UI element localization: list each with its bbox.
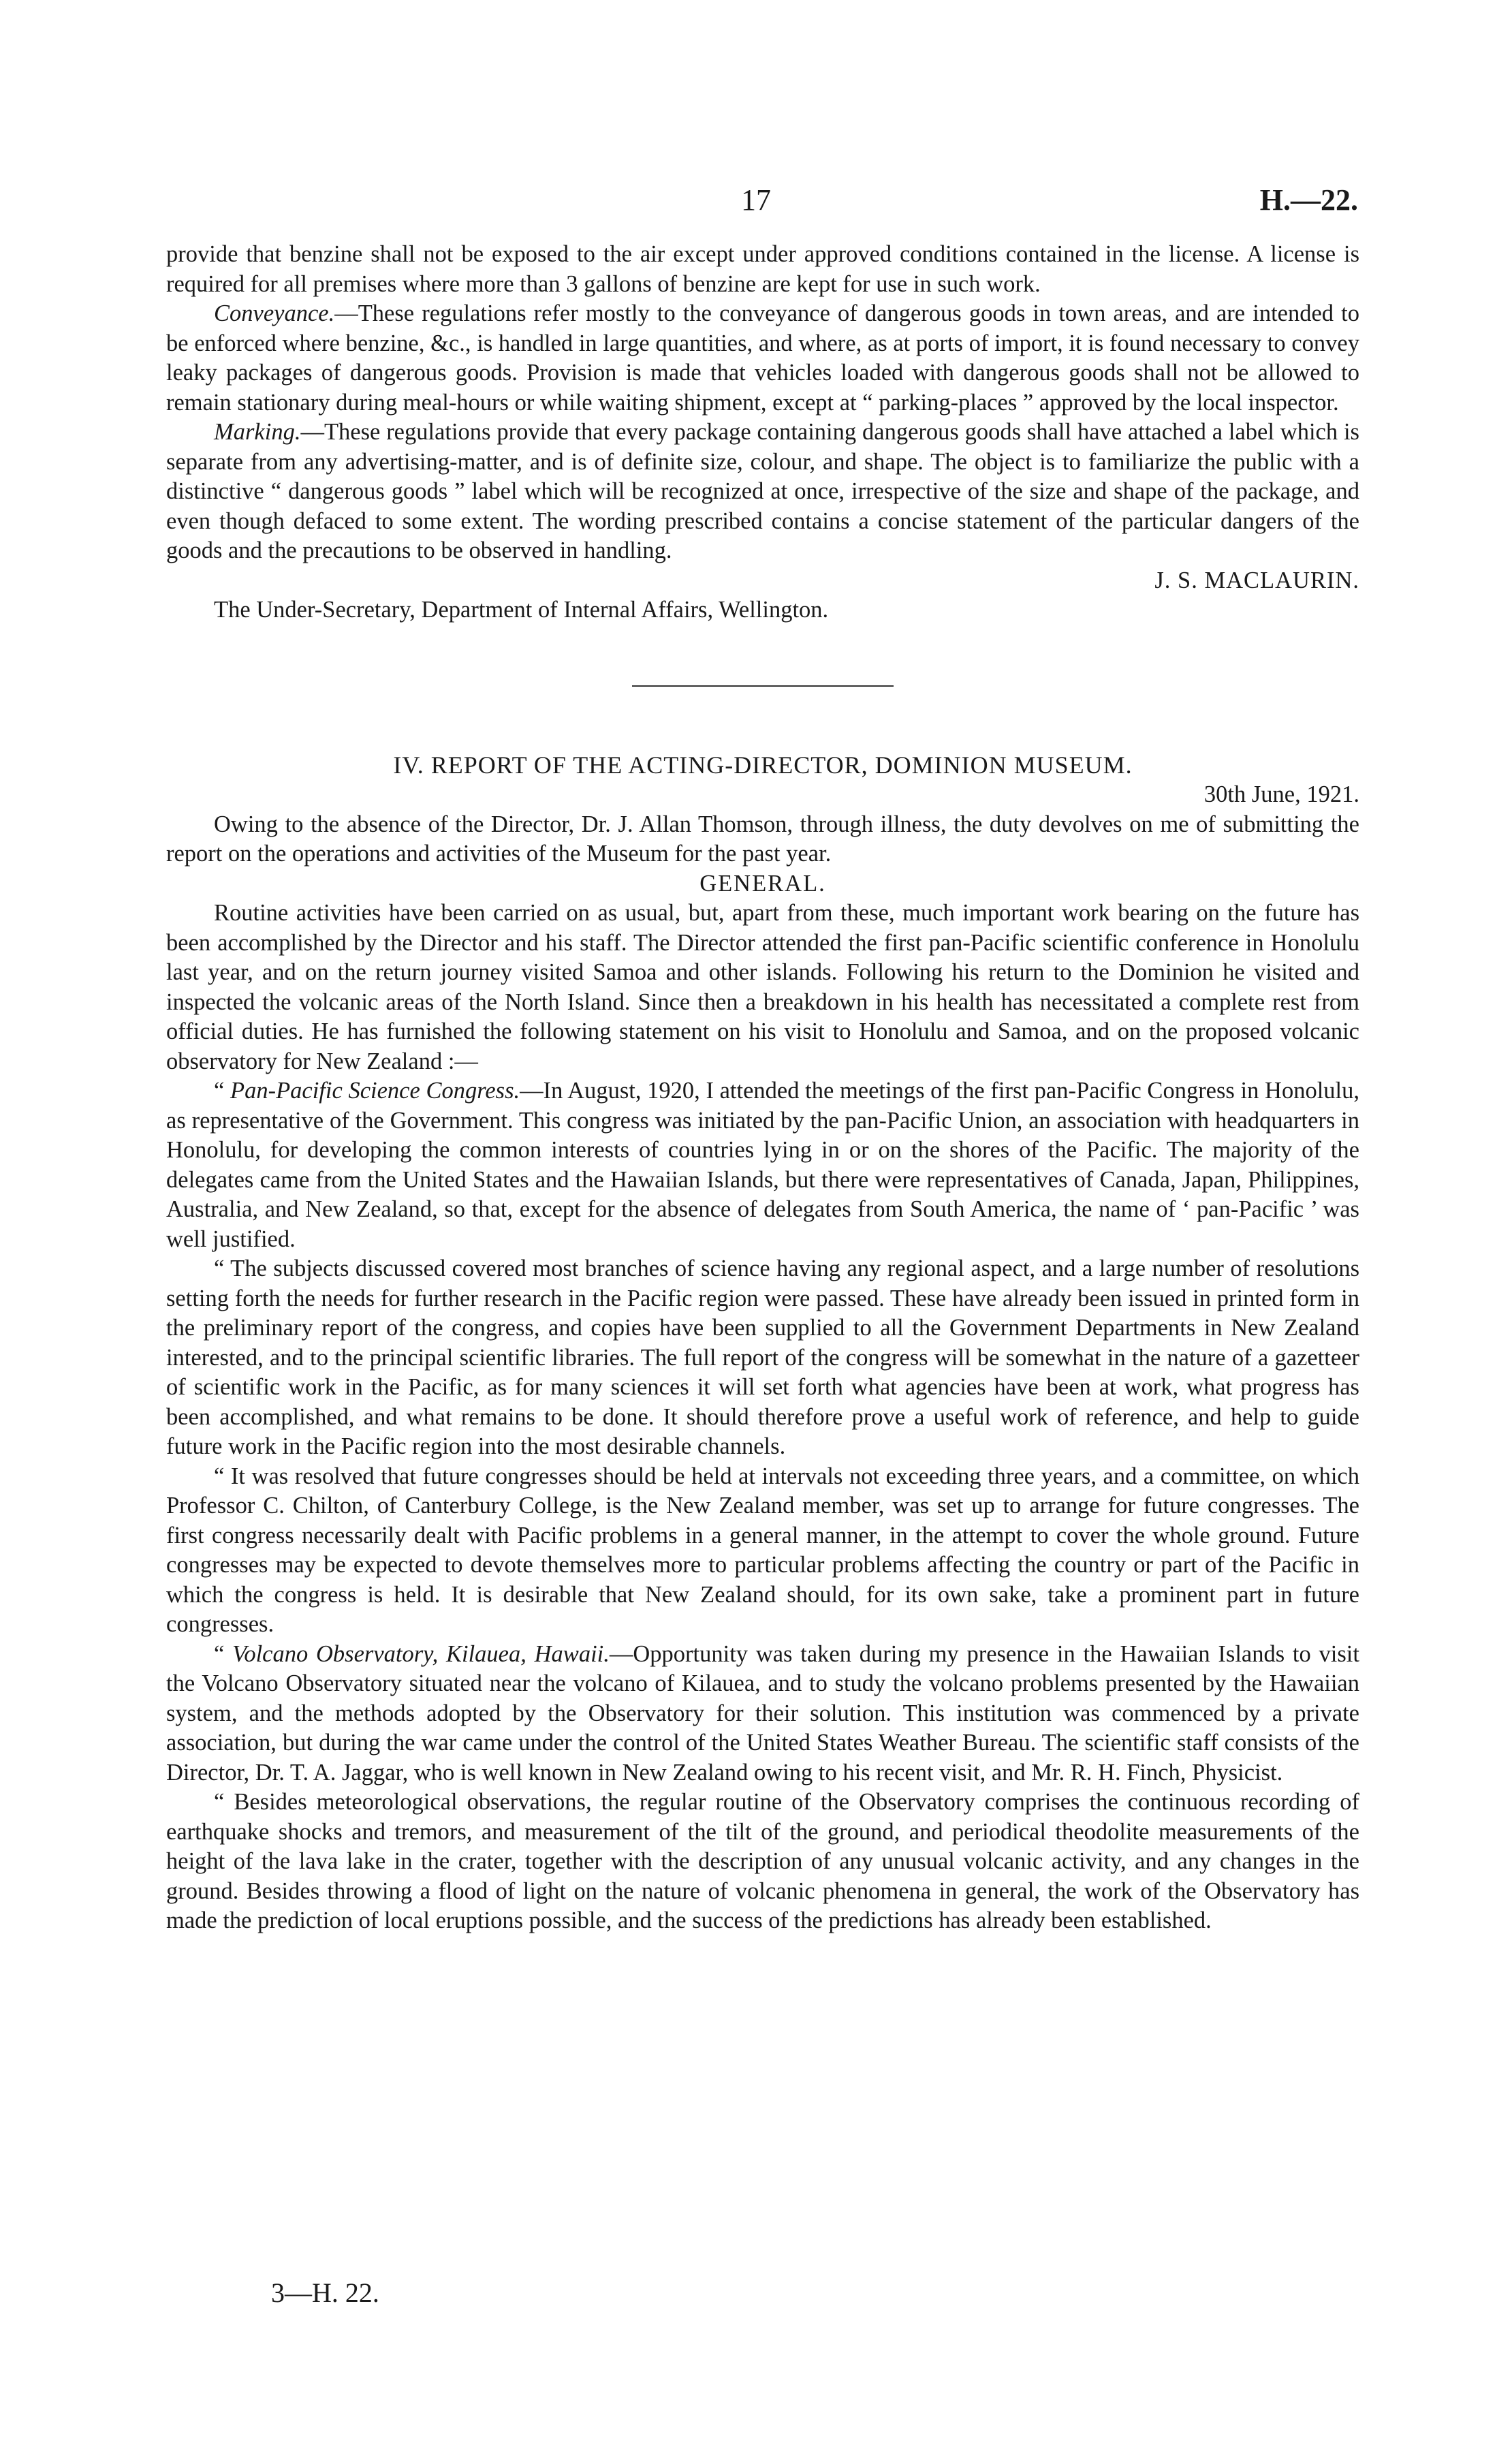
paragraph-text: —In August, 1920, I attended the meetings of the first pan-Pacific Congress in Honolulu, as representative of the Government. This congress was initiated by the pan-Pacific Union, an association with headquarters in Honolulu, for developing the common interests of countries lying in or on the shores of the Pacific. The majority of the delegates came from the United States and the Hawaiian Islands, but there were representatives of Canada, Japan, Philippines, Australia, and New Zealand, so that, except for the absence of delegates from South America, the name of ‘ pan-Pacific ’ was well justified. xyxy=(166,1078,1359,1252)
section-divider xyxy=(632,685,894,687)
paragraph-title: Conveyance. xyxy=(214,300,335,326)
section-heading: GENERAL. xyxy=(699,870,826,897)
report-intro: Owing to the absence of the Director, Dr. J. Allan Thomson, through illness, the duty devolves on me of submitting the report on the operations and activities of the Museum for the past year. xyxy=(166,811,1359,867)
paragraph-volcano-observatory: “ Volcano Observatory, Kilauea, Hawaii.—Opportunity was taken during my presence in the Hawaiian Islands to visit the Volcano Observatory situated near the volcano of Kilauea, and to study the volcano problems presented by the Hawaiian system, and the methods adopted by the Observatory for their solution. This institution was commenced by a private association, but during the war came under the control of the United States Weather Bureau. The scientific staff consists of the Director, Dr. T. A. Jaggar, who is well known in New Zealand owing to his recent visit, and Mr. R. H. Finch, Physicist. xyxy=(166,1640,1359,1786)
paragraph-text: —Opportunity was taken during my presence in the Hawaiian Islands to visit the Volcano Observatory situated near the volcano of Kilauea, and to study the volcano problems presented by the Hawaiian system, and the methods adopted by the Observatory for their solution. This institution was commenced by a private association, but during the war came under the control of the United States Weather Bureau. The scientific staff consists of the Director, Dr. T. A. Jaggar, who is well known in New Zealand owing to his recent visit, and Mr. R. H. Finch, Physicist. xyxy=(166,1640,1359,1786)
page-footer: 3—H. 22. xyxy=(271,2277,379,2308)
paragraph: “ The subjects discussed covered most branches of science having any regional aspect, and a large number of resolutions setting forth the needs for further research in the Pacific region were passed. These have already been issued in printed form in the preliminary report of the congress, and copies have been supplied to all the Government Departments in New Zealand interested, and to the principal scientific libraries. The full report of the congress will be somewhat in the nature of a gazetteer of scientific work in the Pacific, as for many sciences it will set forth what agencies have been at work, what progress has been accomplished, and what remains to be done. It should therefore prove a useful work of reference, and help to guide future work in the Pacific region into the most desirable channels. xyxy=(166,1256,1359,1459)
signature: J. S. MACLAURIN. xyxy=(1154,567,1359,593)
paragraph: “ It was resolved that future congresses should be held at intervals not exceeding three years, and a committee, on which Professor C. Chilton, of Canterbury College, is the New Zealand member, was set up to arrange for future congresses. The first congress necessarily dealt with Pacific problems in a general manner, in the attempt to cover the whole ground. Future congresses may be expected to devote themselves more to particular problems affecting the country or part of the Pacific in which the congress is held. It is desirable that New Zealand should, for its own sake, take a prominent part in future congresses. xyxy=(166,1463,1359,1637)
addressee: The Under-Secretary, Department of Internal Affairs, Wellington. xyxy=(214,597,829,623)
paragraph-conveyance xyxy=(166,299,1359,418)
paragraph: Routine activities have been carried on as usual, but, apart from these, much important work bearing on the future has been accomplished by the Director and his staff. The Director attended the first pan-Pacific scientific conference in Honolulu last year, and on the return journey visited Samoa and other islands. Following his return to the Dominion he visited and inspected the volcanic areas of the North Island. Since then a breakdown in his health has necessitated a complete rest from official duties. He has furnished the following statement on his visit to Honolulu and Samoa, and on the proposed volcanic observatory for New Zealand :— xyxy=(166,900,1359,1074)
paragraph-text: —These regulations provide that every package containing dangerous goods shall have attached a label which is separate from any advertising-matter, and is of definite size, colour, and shape. The object is to familiarize the public with a distinctive “ dangerous goods ” label which will be recognized at once, irrespective of the size and shape of the package, and even though defaced to some extent. The wording prescribed contains a concise statement of the particular dangers of the goods and the precautions to be observed in handling. xyxy=(166,419,1359,563)
paragraph-pan-pacific: “ Pan-Pacific Science Congress.—In August, 1920, I attended the meetings of the first pan-Pacific Congress in Honolulu, as representative of the Government. This congress was initiated by the pan-Pacific Union, an association with headquarters in Honolulu, for developing the common interests of countries lying in or on the shores of the Pacific. The majority of the delegates came from the United States and the Hawaiian Islands, but there were representatives of Canada, Japan, Philippines, Australia, and New Zealand, so that, except for the absence of delegates from South America, the name of ‘ pan-Pacific ’ was well justified. xyxy=(166,1078,1359,1252)
page-number: 17 xyxy=(741,183,771,217)
paragraph-title: Marking. xyxy=(214,419,301,445)
page-reference: H.—22. xyxy=(1259,183,1358,217)
paragraph-marking xyxy=(166,418,1359,566)
page-header xyxy=(0,183,1512,223)
document-body xyxy=(166,240,1359,1936)
report-date: 30th June, 1921. xyxy=(1203,781,1359,807)
paragraph-title: Pan-Pacific Science Congress. xyxy=(230,1078,520,1104)
report-heading: IV. REPORT OF THE ACTING-DIRECTOR, DOMINION MUSEUM. xyxy=(393,751,1133,779)
paragraph: provide that benzine shall not be exposed to the air except under approved conditions contained in the license. A license is required for all premises where more than 3 gallons of benzine are kept for use in such work. xyxy=(166,241,1359,297)
paragraph-title: Volcano Observatory, Kilauea, Hawaii. xyxy=(232,1640,610,1667)
paragraph: “ Besides meteorological observations, the regular routine of the Observatory comprises the continuous recording of earthquake shocks and tremors, and measurement of the tilt of the ground, and periodical theodolite measurements of the height of the lava lake in the crater, together with the description of any unusual volcanic activity, and any changes in the ground. Besides throwing a flood of light on the nature of volcanic phenomena in general, the work of the Observatory has made the prediction of local eruptions possible, and the success of the predictions has already been established. xyxy=(166,1789,1359,1933)
paragraph-text: —These regulations refer mostly to the conveyance of dangerous goods in town areas, and are intended to be enforced where benzine, &c., is handled in large quantities, and where, as at ports of import, it is found necessary to convey leaky packages of dangerous goods. Provision is made that vehicles loaded with dangerous goods shall not be allowed to remain stationary during meal-hours or while waiting shipment, except at “ parking-places ” approved by the local inspector. xyxy=(166,300,1359,416)
